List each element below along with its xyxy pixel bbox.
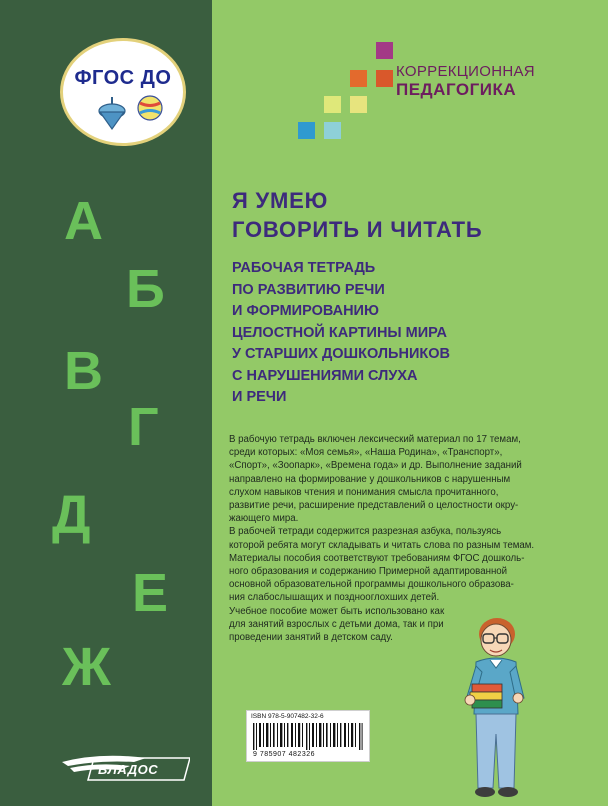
publisher-name: ВЛАДОС bbox=[98, 762, 159, 777]
annotation-line: основной образовательной программы дошкольного образова- bbox=[229, 579, 514, 591]
annotation-line: слухом навыков чтения и понимания смысла прочитанного, bbox=[229, 486, 499, 498]
subtitle-line: И ФОРМИРОВАНИЮ bbox=[232, 303, 379, 319]
logo-square bbox=[298, 122, 315, 139]
logo-square bbox=[376, 42, 393, 59]
logo-square bbox=[324, 96, 341, 113]
spinning-top-icon bbox=[97, 97, 127, 131]
annotation-line: для занятий взрослых с детьми дома, так и при bbox=[229, 618, 444, 630]
title-line: ГОВОРИТЬ И ЧИТАТЬ bbox=[232, 217, 483, 242]
annotation-line: В рабочей тетради содержится разрезная азбука, пользуясь bbox=[229, 526, 502, 538]
subtitle-line: ПО РАЗВИТИЮ РЕЧИ bbox=[232, 281, 385, 298]
annotation-line: ного образования и содержанию Примерной адаптированной bbox=[229, 566, 508, 578]
logo-square bbox=[324, 122, 341, 139]
annotation-line: развитие речи, расширение представлений о целостности окру- bbox=[229, 500, 519, 512]
series-line-2: ПЕДАГОГИКА bbox=[396, 80, 517, 99]
annotation-line: направлено на формирование у дошкольников с нарушенным bbox=[229, 473, 511, 485]
alphabet-letter: Ж bbox=[62, 637, 111, 697]
annotation-line: среди которых: «Моя семья», «Наша Родина», «Транспорт», bbox=[229, 447, 503, 459]
logo-square bbox=[350, 70, 367, 87]
logo-square bbox=[376, 70, 393, 87]
logo-square bbox=[350, 96, 367, 113]
alphabet-letter: Г bbox=[128, 397, 159, 457]
annotation-line: В рабочую тетрадь включен лексический материал по 17 темам, bbox=[229, 434, 521, 445]
barcode-icon bbox=[253, 723, 363, 750]
alphabet-letter: Б bbox=[126, 259, 165, 319]
alphabet-letter: А bbox=[64, 191, 103, 251]
annotation-line: Учебное пособие может быть использовано как bbox=[229, 605, 445, 617]
annotation-line: «Спорт», «Зоопарк», «Времена года» и др. Выполнение заданий bbox=[229, 460, 522, 472]
publisher-logo bbox=[60, 748, 190, 788]
subtitle-line: С НАРУШЕНИЯМИ СЛУХА bbox=[232, 367, 418, 384]
subtitle-line: И РЕЧИ bbox=[232, 389, 287, 405]
alphabet-letter: Е bbox=[132, 563, 169, 623]
annotation-line: которой ребята могут складывать и читать слова по разным темам. bbox=[229, 539, 535, 551]
barcode-digits: 9 785907 482326 bbox=[253, 751, 315, 758]
title-line: Я УМЕЮ bbox=[232, 188, 329, 213]
annotation-line: ния слабослышащих и позднооглохших детей. bbox=[229, 592, 440, 604]
subtitle-line: ЦЕЛОСТНОЙ КАРТИНЫ МИРА bbox=[232, 324, 448, 341]
fgos-badge-label: ФГОС ДО bbox=[74, 67, 172, 89]
book-title bbox=[232, 186, 572, 244]
series-line-1: КОРРЕКЦИОННАЯ bbox=[396, 63, 535, 80]
alphabet-letter: В bbox=[64, 341, 103, 401]
subtitle-line: РАБОЧАЯ ТЕТРАДЬ bbox=[232, 260, 376, 276]
annotation-line: проведении занятий в детском саду. bbox=[229, 632, 393, 644]
fgos-badge bbox=[60, 38, 186, 146]
isbn-barcode-box bbox=[246, 710, 370, 762]
isbn-number: ISBN 978-5-907482-32-6 bbox=[251, 713, 324, 720]
alphabet-letter: Д bbox=[52, 485, 91, 545]
series-name bbox=[396, 63, 546, 100]
book-subtitle bbox=[232, 258, 572, 409]
boy-with-books-illustration bbox=[452, 610, 542, 800]
annotation-line: Материалы пособия соответствуют требованиям ФГОС дошколь- bbox=[229, 552, 525, 564]
annotation-line: жающего мира. bbox=[229, 513, 299, 525]
ball-icon bbox=[137, 95, 163, 121]
subtitle-line: У СТАРШИХ ДОШКОЛЬНИКОВ bbox=[232, 346, 450, 362]
